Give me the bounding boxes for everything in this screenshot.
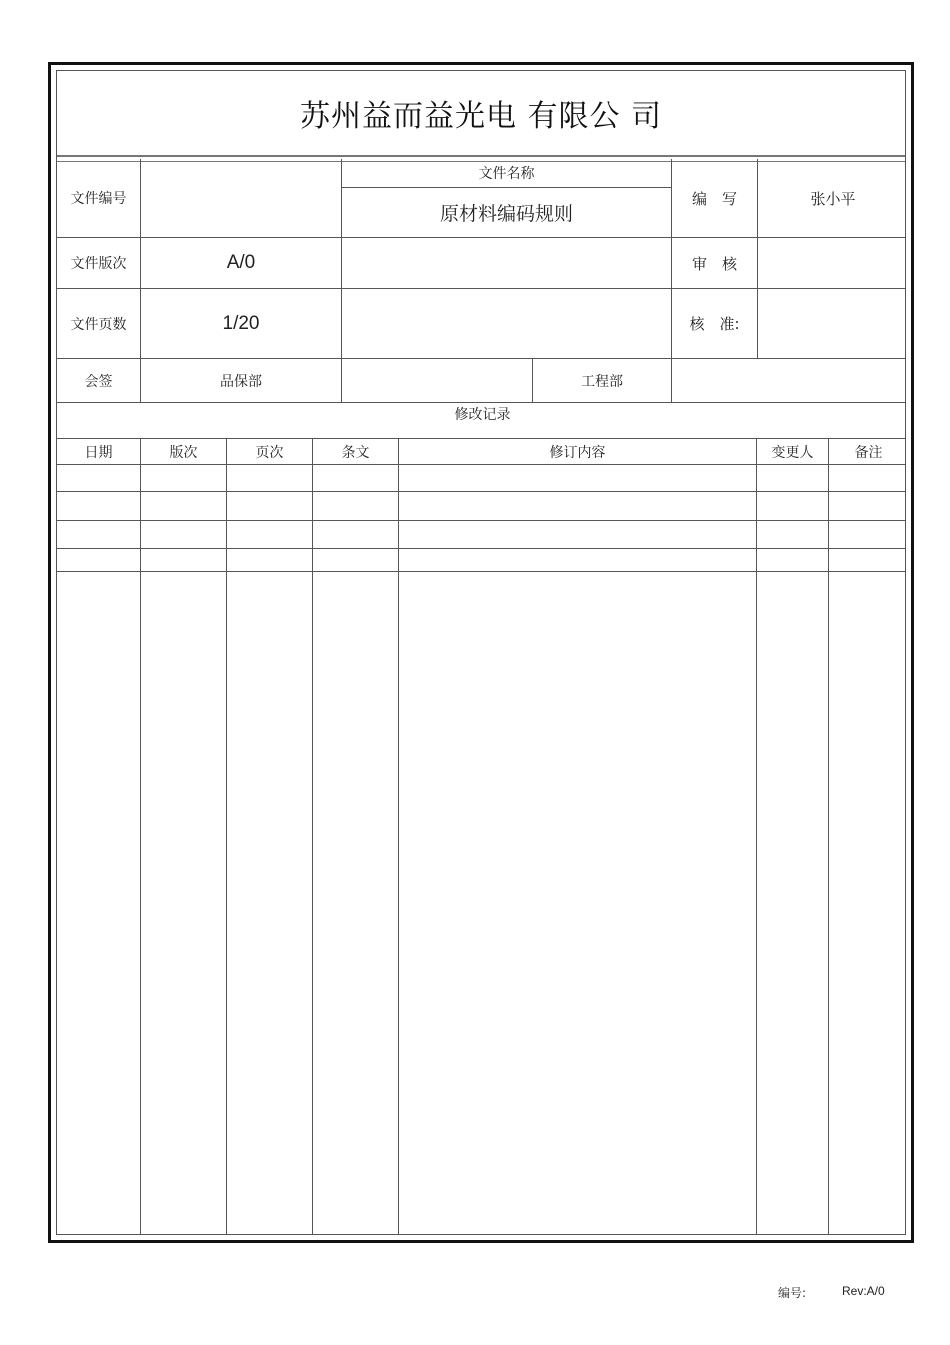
footer-number-label: 编号:: [778, 1286, 807, 1300]
document-frame: [48, 62, 914, 1243]
revision-column-divider: [756, 438, 757, 1234]
column-header-content: 修订内容: [549, 444, 606, 461]
column-header-remarks: 备注: [854, 444, 883, 461]
doc-number-label: 文件编号: [70, 191, 127, 207]
reviewer-value: [758, 238, 908, 288]
approver-value: [758, 289, 908, 358]
column-header-clause: 条文: [341, 444, 370, 461]
approver-label: 核 准:: [689, 315, 740, 333]
reviewer-label: 审 核: [691, 254, 737, 273]
document-inner-frame: [56, 70, 906, 1235]
doc-name-value: 原材料编码规则: [439, 203, 573, 225]
company-title: 苏州益而益光电 有限公 司: [299, 99, 663, 134]
pages-label: 文件页数: [70, 316, 127, 333]
column-header-version: 版次: [169, 444, 198, 461]
revision-line: [57, 571, 905, 572]
revision-section-title: 修改记录: [454, 407, 511, 423]
column-header-date: 日期: [84, 444, 113, 461]
revision-column-divider: [226, 438, 227, 1234]
footer-revision: Rev:A/0: [842, 1284, 885, 1298]
revision-column-divider: [398, 438, 399, 1234]
countersign-label: 会签: [84, 373, 113, 390]
revision-line: [57, 520, 905, 521]
revision-column-divider: [140, 438, 141, 1234]
version-value: A/0: [226, 252, 256, 273]
revision-column-divider: [312, 438, 313, 1234]
pages-value: 1/20: [222, 312, 260, 334]
revision-line: [57, 548, 905, 549]
revision-line: [57, 464, 905, 465]
version-label: 文件版次: [70, 256, 127, 272]
writer-label: 编 写: [691, 189, 737, 208]
dept-engineering: 工程部: [581, 373, 623, 390]
column-header-changer: 变更人: [771, 444, 814, 461]
doc-name-label: 文件名称: [478, 166, 535, 182]
doc-number-value: [141, 159, 341, 237]
revision-line: [57, 491, 905, 492]
column-header-page: 页次: [255, 444, 284, 461]
revision-column-divider: [828, 438, 829, 1234]
writer-value: 张小平: [810, 189, 856, 208]
dept-quality: 品保部: [220, 373, 262, 390]
